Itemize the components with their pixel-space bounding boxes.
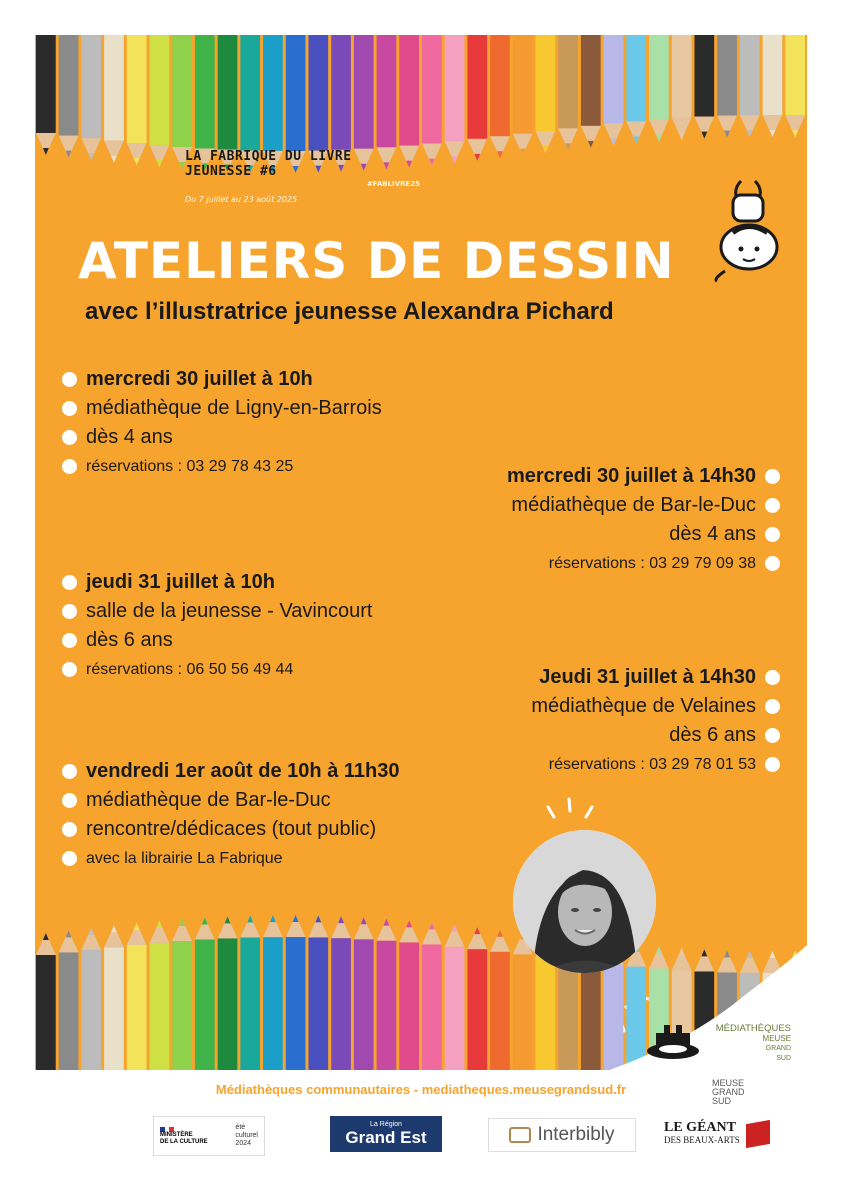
bullet-dot-icon xyxy=(62,575,77,590)
pencil-icon xyxy=(150,921,170,1070)
pencil-icon xyxy=(536,35,556,153)
bullet-dot-icon xyxy=(765,670,780,685)
pencil-icon xyxy=(263,915,283,1070)
pencil-icon xyxy=(36,35,56,155)
pencil-icon xyxy=(445,925,465,1070)
festival-dates: Du 7 juillet au 23 août 2025 xyxy=(185,195,298,204)
logo-text: DES BEAUX-ARTS xyxy=(664,1135,740,1145)
event-left-1 xyxy=(62,365,382,481)
event-age: dès 6 ans xyxy=(86,629,173,651)
event-reservation: réservations : 03 29 79 09 38 xyxy=(548,554,756,572)
pencil-icon xyxy=(626,35,646,143)
event-right-2 xyxy=(531,663,780,779)
pencil-icon xyxy=(36,933,56,1070)
event-left-2 xyxy=(62,568,372,684)
pencil-icon xyxy=(195,918,215,1070)
interbibly-logo xyxy=(488,1118,636,1152)
event-place: salle de la jeunesse - Vavincourt xyxy=(86,600,373,622)
pencil-icon xyxy=(763,35,783,137)
event-age: dès 4 ans xyxy=(86,426,173,448)
logo-text: GRAND xyxy=(712,1086,745,1097)
pencil-icon xyxy=(399,920,419,1070)
cube-icon xyxy=(746,1120,770,1148)
festival-name-line1: LA FABRIQUE DU LIVRE xyxy=(185,149,352,164)
pencil-icon xyxy=(127,923,147,1070)
bullet-dot-icon xyxy=(62,633,77,648)
event-date: jeudi 31 juillet à 10h xyxy=(86,571,275,593)
bullet-dot-icon xyxy=(765,757,780,772)
pencil-icon xyxy=(422,35,442,166)
pencil-icon xyxy=(581,35,601,148)
pencil-icon xyxy=(490,35,510,158)
pencil-icon xyxy=(467,35,487,161)
logo-text: MINISTÈRE xyxy=(160,1131,193,1138)
bullet-dot-icon xyxy=(765,527,780,542)
child-character-icon xyxy=(711,175,787,285)
event-place: médiathèque de Bar-le-Duc xyxy=(86,789,331,811)
event-age: dès 4 ans xyxy=(669,523,756,545)
pencil-icon xyxy=(354,917,374,1070)
pencil-icon xyxy=(672,35,692,140)
pencil-icon xyxy=(740,35,760,137)
event-place: médiathèque de Ligny-en-Barrois xyxy=(86,397,382,419)
event-bookseller: avec la librairie La Fabrique xyxy=(86,849,283,867)
mediatheque-logo-illustration xyxy=(642,1023,704,1063)
pencil-icon xyxy=(81,35,101,160)
logo-text: SUD xyxy=(712,1095,732,1106)
pencil-icon xyxy=(717,35,737,138)
bullet-dot-icon xyxy=(62,764,77,779)
event-left-3 xyxy=(62,757,399,873)
event-date: mercredi 30 juillet à 14h30 xyxy=(506,465,756,487)
bullet-dot-icon xyxy=(62,793,77,808)
bullet-dot-icon xyxy=(62,372,77,387)
bullet-dot-icon xyxy=(62,430,77,445)
pencil-icon xyxy=(172,919,192,1070)
pencil-icon xyxy=(150,35,170,167)
event-reservation: réservations : 03 29 78 43 25 xyxy=(86,457,294,475)
bullet-dot-icon xyxy=(62,401,77,416)
logo-text: 2024 xyxy=(235,1140,251,1147)
logo-text: LE GÉANT xyxy=(664,1120,736,1135)
pencil-icon xyxy=(467,927,487,1070)
region-grand-est-logo xyxy=(330,1116,442,1152)
pencil-icon xyxy=(377,35,397,169)
logo-text: culturel xyxy=(235,1132,258,1139)
pencil-icon xyxy=(377,919,397,1070)
pencil-icon xyxy=(59,35,79,158)
pencil-icon xyxy=(308,915,328,1070)
logo-text: MEUSE xyxy=(712,1077,745,1088)
bullet-dot-icon xyxy=(62,851,77,866)
bullet-dot-icon xyxy=(765,699,780,714)
pencil-icon xyxy=(445,35,465,163)
ministere-culture-logo xyxy=(153,1116,265,1156)
pencil-icon xyxy=(785,35,805,137)
interbibly-icon xyxy=(509,1127,531,1143)
event-reservation: réservations : 06 50 56 49 44 xyxy=(86,660,294,678)
bullet-dot-icon xyxy=(62,822,77,837)
pencil-icon xyxy=(513,932,533,1070)
logo-text: SUD xyxy=(776,1055,791,1062)
pencil-icon xyxy=(240,916,260,1070)
pencil-icon xyxy=(604,35,624,146)
pencil-icon xyxy=(104,925,124,1070)
logo-text: Interbibly xyxy=(537,1124,615,1145)
event-date: vendredi 1er août de 10h à 11h30 xyxy=(86,760,400,782)
logo-text: MEUSE xyxy=(762,1034,791,1043)
event-date: mercredi 30 juillet à 10h xyxy=(86,368,313,390)
festival-hashtag: #FABLIVRE25 xyxy=(367,180,420,188)
poster xyxy=(35,35,807,1070)
pencil-icon xyxy=(81,928,101,1070)
pencil-icon xyxy=(104,35,124,163)
pencil-icon xyxy=(286,915,306,1070)
pencil-icon xyxy=(422,922,442,1070)
pencil-icon xyxy=(490,930,510,1070)
geant-beaux-arts-logo xyxy=(664,1114,804,1154)
festival-name xyxy=(185,149,352,179)
pencil-icon xyxy=(331,916,351,1070)
subtitle: avec l’illustratrice jeunesse Alexandra Pichard xyxy=(85,298,614,325)
bullet-dot-icon xyxy=(765,498,780,513)
pencil-icon xyxy=(399,35,419,168)
logo-text: été xyxy=(235,1124,246,1131)
meuse-grand-sud-logo xyxy=(712,1076,792,1108)
bullet-dot-icon xyxy=(765,469,780,484)
event-place: médiathèque de Velaines xyxy=(531,695,756,717)
pencil-icon xyxy=(354,35,374,171)
pencil-icon xyxy=(59,930,79,1070)
bullet-dot-icon xyxy=(62,604,77,619)
pencil-icon xyxy=(513,35,533,156)
event-note: rencontre/dédicaces (tout public) xyxy=(86,818,377,840)
logo-text: DE LA CULTURE xyxy=(160,1138,208,1145)
bullet-dot-icon xyxy=(765,728,780,743)
logo-text: MÉDIATHÈQUES xyxy=(715,1023,791,1034)
bullet-dot-icon xyxy=(62,662,77,677)
event-place: médiathèque de Bar-le-Duc xyxy=(511,494,756,516)
logo-text: Grand Est xyxy=(345,1127,427,1147)
pencil-icon xyxy=(558,35,578,150)
event-right-1 xyxy=(507,462,780,578)
festival-name-line2: JEUNESSE #6 xyxy=(185,164,277,179)
logo-text: La Région xyxy=(370,1120,402,1128)
footer-credit: Médiathèques communautaires - mediatheques.meusegrandsud.fr xyxy=(215,1082,627,1097)
main-title: ATELIERS DE DESSIN xyxy=(78,232,675,290)
logo-text: GRAND xyxy=(765,1045,791,1052)
pencils-top-decoration xyxy=(35,35,807,185)
bullet-dot-icon xyxy=(62,459,77,474)
bullet-dot-icon xyxy=(765,556,780,571)
pencil-icon xyxy=(127,35,147,165)
mediatheques-meuse-logo xyxy=(709,1023,791,1065)
event-reservation: réservations : 03 29 78 01 53 xyxy=(548,755,756,773)
pencil-icon xyxy=(649,35,669,141)
event-age: dès 6 ans xyxy=(669,724,756,746)
pencil-icon xyxy=(694,35,714,139)
pencil-icon xyxy=(218,916,238,1070)
event-date: Jeudi 31 juillet à 14h30 xyxy=(539,666,756,688)
